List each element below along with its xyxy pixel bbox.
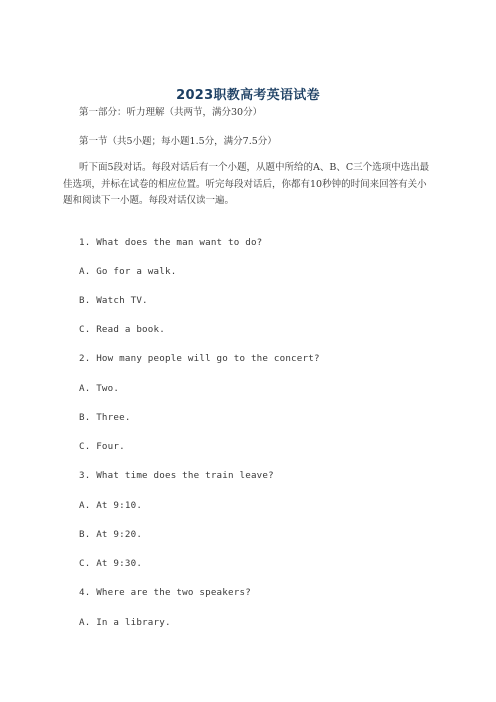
- instructions-paragraph: 听下面5段对话。每段对话后有一个小题，从题中所给的A、B、C三个选项中选出最佳选项，并标在试卷的相应位置。听完每段对话后，你都有10秒钟的时间来回答有关小题和阅读下一小题。每段对话仅读一遍。: [63, 162, 430, 206]
- question-4: 4. Where are the two speakers?: [79, 587, 251, 598]
- question-4-option-a: A. In a library.: [79, 617, 171, 628]
- question-2-option-a: A. Two.: [79, 383, 120, 394]
- question-1: 1. What does the man want to do?: [79, 237, 263, 248]
- page-title: 2023职教高考英语试卷: [176, 88, 320, 103]
- part-heading: 第一部分：听力理解（共两节，满分30分）: [79, 107, 263, 118]
- question-1-option-a: A. Go for a walk.: [79, 266, 177, 277]
- question-1-option-b: B. Watch TV.: [79, 295, 148, 306]
- question-3-option-a: A. At 9:10.: [79, 500, 143, 511]
- question-2: 2. How many people will go to the concert?: [79, 353, 320, 364]
- question-3-option-b: B. At 9:20.: [79, 529, 143, 540]
- question-1-option-c: C. Read a book.: [79, 324, 165, 335]
- section-heading: 第一节（共5小题；每小题1.5分，满分7.5分）: [79, 136, 277, 147]
- question-2-option-c: C. Four.: [79, 441, 125, 452]
- question-3-option-c: C. At 9:30.: [79, 558, 143, 569]
- question-3: 3. What time does the train leave?: [79, 470, 274, 481]
- question-2-option-b: B. Three.: [79, 412, 131, 423]
